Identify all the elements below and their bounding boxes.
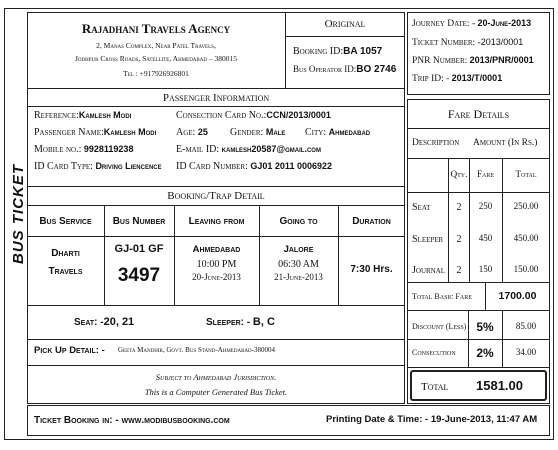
passenger-section-title: Passenger Information — [162, 92, 270, 104]
agency-address-line1: 2, Manas Complex, Near Patel Travels, — [96, 41, 216, 50]
passenger-age: Age: 25 — [176, 127, 208, 138]
jurisdiction-note: Subject to Ahmedabad Jurisdiction. — [155, 372, 277, 382]
concession-value: 34.00 — [515, 347, 537, 357]
fare-row-total: 250.00 — [513, 201, 539, 211]
fare-row-total: 150.00 — [513, 264, 539, 274]
fare-row-fare: 450 — [478, 233, 493, 243]
from-city: Ahmedabad — [192, 244, 241, 255]
passenger-mobile: Mobile no.: 9928119238 — [34, 144, 134, 155]
computer-generated-note: This is a Computer Generated Bus Ticket. — [144, 387, 288, 397]
agency-address-line2: Jodhpur Cross Roads, Satellite, Ahmedabad – 380015 — [75, 54, 237, 63]
duration-value: 7:30 Hrs. — [350, 264, 393, 275]
concession-card: Consection Card No.:CCN/2013/0001 — [176, 110, 331, 121]
header-bus-service: Bus Service — [39, 216, 92, 227]
passenger-name: Passenger Name:Kamlesh Modi — [34, 127, 157, 138]
passenger-city: City: Ahmedabad — [305, 127, 371, 138]
booking-site: Ticket Booking in: - www.modibusbooking.com — [34, 415, 230, 426]
bus-service-line2: Travels — [48, 266, 83, 277]
fare-row-total: 450.00 — [513, 233, 539, 243]
fare-row-desc: Seat — [412, 202, 431, 213]
id-card-number: ID Card Number: GJ01 2011 0006922 — [176, 161, 332, 172]
to-date: 21-June-2013 — [274, 272, 323, 282]
id-card-type: ID Card Type: Driving Liencence — [34, 161, 162, 172]
fare-row-qty: 2 — [456, 202, 462, 213]
header-going-to: Going to — [279, 216, 318, 227]
printing-datetime: Printing Date & Time: - 19-June-2013, 11:47 AM — [326, 414, 538, 425]
reference: Reference:Kamlesh Modi — [34, 110, 132, 121]
to-city: Jalore — [283, 244, 314, 255]
trip-id: Trip ID: - 2013/T/0001 — [412, 73, 503, 84]
journey-date: Journey Date: - 20-June-2013 — [412, 18, 532, 29]
header-leaving-from: Leaving from — [188, 216, 245, 227]
bus-number-main: 3497 — [117, 265, 161, 286]
bus-service-line1: Dharti — [51, 248, 80, 259]
original-label: Original — [324, 18, 366, 30]
agency-name: Rajadhani Travels Agency — [81, 21, 231, 36]
agency-phone: Tel : +917926926801 — [123, 69, 189, 78]
side-label: BUS TICKET — [10, 164, 27, 264]
fare-description-label: Description — [412, 138, 460, 148]
fare-row-qty: 2 — [456, 265, 462, 276]
concession-percent: 2% — [476, 346, 494, 360]
grand-total-label: Total — [421, 381, 449, 393]
from-time: 10:00 PM — [196, 259, 237, 270]
total-basic-label: Total Basic Fare — [412, 292, 472, 301]
operator-id: Bus Operator ID:BO 2746 — [293, 64, 397, 75]
booking-section-title: Booking/Trap Detail — [167, 190, 265, 202]
bus-number-top: GJ-01 GF — [114, 243, 164, 255]
fare-amount-label: Amount (In Rs.) — [473, 138, 538, 148]
fare-fare-label: Fare — [476, 169, 494, 179]
booking-id: Booking ID:BA 1057 — [293, 46, 383, 57]
concession-label: Consecution — [412, 348, 456, 357]
discount-label: Discount (Less) — [412, 322, 467, 331]
pnr-number: PNR Number: 2013/PNR/0001 — [412, 55, 534, 66]
discount-percent: 5% — [476, 320, 494, 334]
header-bus-number: Bus Number — [112, 216, 166, 227]
to-time: 06:30 AM — [278, 259, 319, 270]
sleeper-info: Sleeper: - B, C — [206, 316, 275, 328]
passenger-gender: Gender: Male — [230, 127, 286, 138]
fare-row-fare: 150 — [478, 264, 493, 274]
fare-row-desc: Sleeper — [412, 234, 444, 245]
grand-total-value: 1581.00 — [476, 378, 523, 393]
seat-info: Seat: -20, 21 — [74, 316, 135, 328]
passenger-email: E-mail ID: kamlesh20587@gmail.com — [176, 144, 321, 155]
discount-value: 85.00 — [515, 321, 537, 331]
total-basic-value: 1700.00 — [498, 290, 537, 302]
header-duration: Duration — [352, 216, 391, 227]
pickup-label: Pick Up Detail: - — [34, 345, 105, 356]
ticket-number: Ticket Number: -2013/0001 — [412, 37, 524, 48]
pickup-value: Geeta Mandhir, Govt. Bus Stand-Ahmedabad-380004 — [118, 346, 275, 354]
from-date: 20-June-2013 — [192, 272, 241, 282]
fare-row-fare: 250 — [478, 201, 493, 211]
fare-row-qty: 2 — [456, 234, 462, 245]
fare-total-label: Total — [515, 169, 537, 179]
fare-qty-label: Qty. — [450, 169, 468, 179]
fare-title: Fare Details — [447, 107, 510, 121]
fare-row-desc: Journal — [412, 265, 446, 276]
